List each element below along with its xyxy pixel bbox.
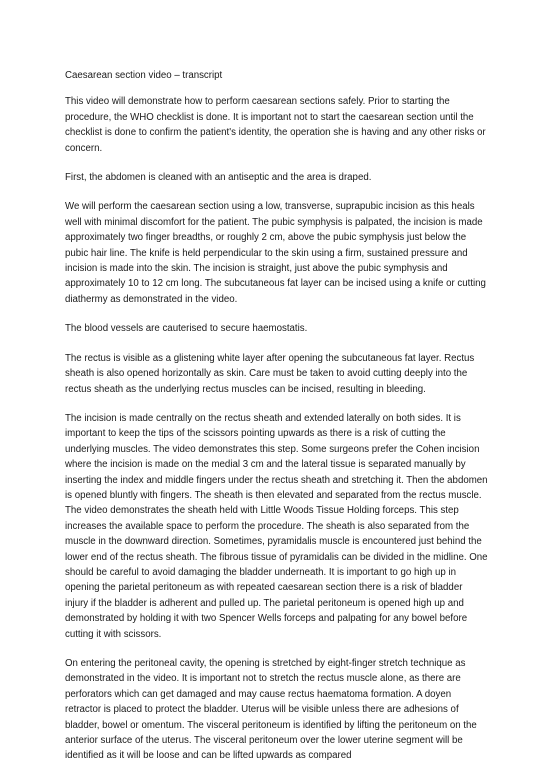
paragraph-rectus: The rectus is visible as a glistening white layer after opening the subcutaneous fat layer. Rectus sheath is also opened horizontally as skin. Care must be taken to avoid cutting deeply into the rectus sheath as the underlying rectus muscles can be incised, resulting in bleeding. [65, 352, 475, 395]
document-title: Caesarean section video – transcript [65, 70, 223, 81]
paragraph-haemostasis: The blood vessels are cauterised to secure haemostatis. [65, 323, 308, 335]
paragraph-cleaning: First, the abdomen is cleaned with an antiseptic and the area is draped. [65, 172, 372, 184]
paragraph-intro: This video will demonstrate how to perform caesarean sections safely. Prior to starting the procedure, the WHO checklist is done. It is important not to start the caesarean section until the checklist is done to confirm the patient's identity, the operation she is having and any other risks or concern. [65, 96, 486, 154]
paragraph-peritoneal-cavity: On entering the peritoneal cavity, the opening is stretched by eight-finger stretch technique as demonstrated in the video. It is important not to stretch the rectus muscle alone, as there are perforators which can get damaged and may cause rectus haematoma formation. A doyen retractor is placed to protect the bladder. Uterus will be visible unless there are adhesions of bladder, bowel or omentum. The visceral peritoneum is identified by lifting the peritoneum on the anterior surface of the uterus. The visceral peritoneum over the lower uterine segment will be identified as it will be loose and can be lifted upwards as compared [65, 658, 477, 762]
paragraph-rectus-sheath: The incision is made centrally on the rectus sheath and extended laterally on both sides. It is important to keep the tips of the scissors pointing upwards as there is a risk of cutting the underlying muscles. The video demonstrates this step. Some surgeons prefer the Cohen incision where the incision is made on the medial 3 cm and the lateral tissue is separated manually by inserting the index and middle fingers under the rectus sheath and stretching it. Then the abdomen is opened bluntly with fingers. The sheath is then elevated and separated from the rectus muscle. The video demonstrates the sheath held with Little Woods Tissue Holding forceps. This step increases the available space to perform the procedure. The sheath is also separated from the muscle in the downward direction. Sometimes, pyramidalis muscle is encountered just behind the lower end of the rectus sheath. The fibrous tissue of pyramidalis can be divided in the midline. One should be careful to avoid damaging the bladder underneath. It is important to go high up in opening the parietal peritoneum as with repeated caesarean section there is a risk of bladder injury if the bladder is adherent and pulled up. The parietal peritoneum is opened high up and demonstrated by holding it with two Spencer Wells forceps and palpating for any bowel before cutting it with scissors. [65, 412, 488, 640]
paragraph-incision: We will perform the caesarean section using a low, transverse, suprapubic incision as this heals well with minimal discomfort for the patient. The pubic symphysis is palpated, the incision is made approximately two finger breadths, or roughly 2 cm, above the pubic symphysis just below the pubic hair line. The knife is held perpendicular to the skin using a firm, sustained pressure and incision is made into the skin. The incision is straight, just above the pubic symphysis and approximately 10 to 12 cm long. The subcutaneous fat layer can be incised using a knife or cutting diathermy as demonstrated in the video. [65, 201, 486, 305]
